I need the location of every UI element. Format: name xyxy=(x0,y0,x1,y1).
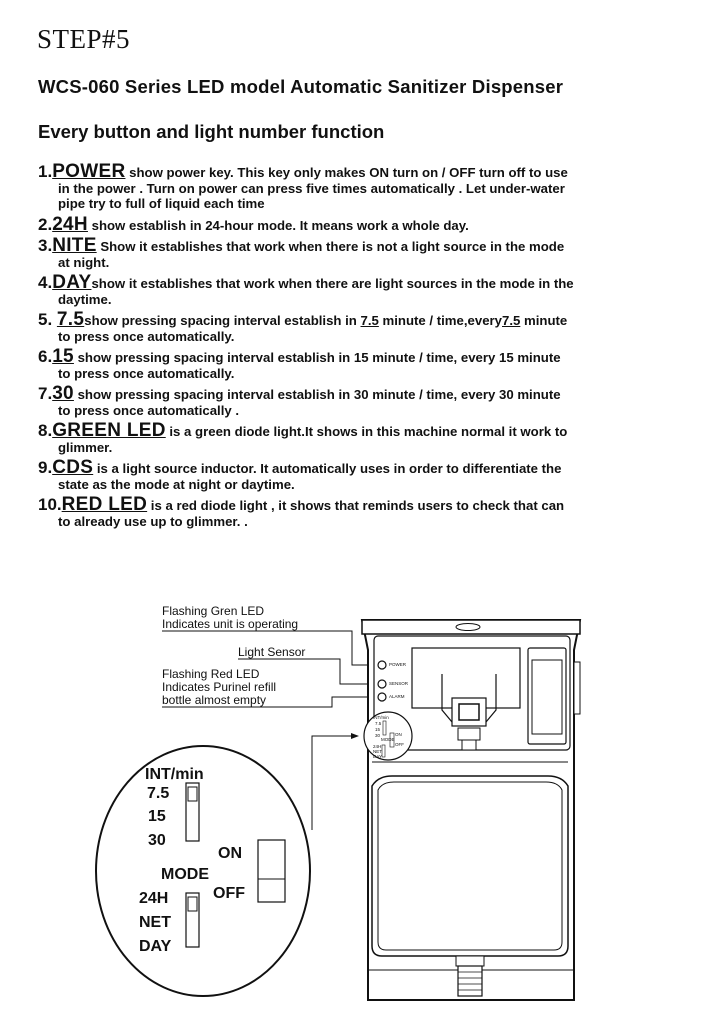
callout-green-led-line2: Indicates unit is operating xyxy=(162,617,299,631)
item-text: show pressing spacing interval establish in 15 minute / time, every 15 minute xyxy=(73,350,561,365)
item-number: 9. xyxy=(38,458,53,477)
item-text: to press once automatically. xyxy=(58,328,235,344)
callout-green-led-line1: Flashing Gren LED xyxy=(162,604,265,618)
mini-net-label: NET xyxy=(373,749,382,754)
item-number: 5. xyxy=(38,310,57,329)
list-item-24h xyxy=(38,213,688,235)
mode-off-label: OFF xyxy=(213,885,245,902)
list-item-power xyxy=(38,161,688,212)
interval-15-label: 15 xyxy=(148,808,166,825)
item-text: show it establishes that work when there are light sources in the mode in the xyxy=(91,276,574,291)
item-text: to press once automatically . xyxy=(58,402,240,418)
item-text: is a green diode light.It shows in this machine normal it work to xyxy=(165,424,568,439)
item-text: minute xyxy=(520,313,568,328)
mode-on-label: ON xyxy=(218,845,242,862)
mini-off-label: OFF xyxy=(395,742,404,747)
list-item-nite xyxy=(38,235,688,270)
item-key: NITE xyxy=(52,235,97,256)
item-key: 30 xyxy=(52,383,74,404)
item-text: glimmer. xyxy=(58,439,113,455)
mini-int-label: INT/min xyxy=(373,715,389,720)
mini-24h-label: 24H xyxy=(373,744,382,749)
item-key: 15 xyxy=(52,346,74,367)
dispenser-unit xyxy=(362,620,580,1000)
panel-label-power: POWER xyxy=(389,662,407,667)
item-text: pipe try to full of liquid each time xyxy=(58,196,265,211)
item-number: 7. xyxy=(38,384,53,403)
item-number: 1. xyxy=(38,162,53,181)
item-number: 2. xyxy=(38,214,53,234)
item-number: 3. xyxy=(38,236,53,255)
mode-net-label: NET xyxy=(139,914,171,931)
mode-24h-label: 24H xyxy=(139,890,169,907)
item-text: show pressing spacing interval establish in 30 minute / time, every 30 minute xyxy=(73,387,561,402)
int-min-label: INT/min xyxy=(145,766,204,783)
item-text: minute / time,every xyxy=(378,313,502,328)
step-heading: STEP#5 xyxy=(37,24,131,54)
list-item-15 xyxy=(38,346,688,381)
interval-switch-knob xyxy=(188,787,197,801)
item-text: at night. xyxy=(58,254,110,270)
callout-light-sensor: Light Sensor xyxy=(238,645,306,659)
list-item-green-led xyxy=(38,420,688,455)
interval-30-label: 30 xyxy=(148,832,166,849)
item-key: DAY xyxy=(52,272,92,293)
item-number: 8. xyxy=(38,421,53,440)
item-number: 4. xyxy=(38,273,53,292)
panel-label-alarm: ALARM xyxy=(389,694,405,699)
mode-switch-knob xyxy=(188,897,197,911)
item-text: is a red diode light , it shows that reminds users to check that can xyxy=(147,498,565,513)
item-text: to already use up to glimmer. . xyxy=(58,513,248,529)
callout-red-led-line1: Flashing Red LED xyxy=(162,667,260,681)
item-text: Show it establishes that work when there is not a light source in the mode xyxy=(96,239,565,254)
mini-day-label: DAY xyxy=(373,754,382,759)
item-text: show power key. This key only makes ON turn on / OFF turn off to use xyxy=(125,165,568,180)
item-number: 6. xyxy=(38,347,53,366)
item-text: show establish in 24-hour mode. It means work a whole day. xyxy=(87,217,469,233)
item-key: POWER xyxy=(52,161,126,182)
mini-mode-label: MODE xyxy=(381,737,395,742)
mode-day-label: DAY xyxy=(139,938,172,955)
interval-7-5-label: 7.5 xyxy=(147,785,170,802)
function-list xyxy=(38,161,688,534)
mini-15-label: 15 xyxy=(375,727,381,732)
item-text: show pressing spacing interval establish in xyxy=(84,313,361,328)
item-text: to press once automatically. xyxy=(58,365,235,381)
item-underlined-value: 7.5 xyxy=(502,313,521,328)
power-switch[interactable] xyxy=(258,840,285,902)
item-text: state as the mode at night or daytime. xyxy=(58,476,295,492)
item-text: daytime. xyxy=(58,291,112,307)
mini-on-label: ON xyxy=(395,732,402,737)
list-item-30 xyxy=(38,383,688,418)
light-sensor-icon xyxy=(378,680,386,688)
list-item-cds xyxy=(38,457,688,492)
item-key: CDS xyxy=(52,457,94,478)
document-subtitle: Every button and light number function xyxy=(38,121,385,142)
dispenser-diagram xyxy=(0,590,722,1024)
list-item-red-led xyxy=(38,494,688,529)
item-number: 10. xyxy=(38,495,62,514)
mode-label: MODE xyxy=(161,866,209,883)
mini-30-label: 30 xyxy=(375,733,381,738)
panel-label-sensor: SENSOR xyxy=(389,681,409,686)
green-led-icon xyxy=(378,661,386,669)
list-item-7-5 xyxy=(38,309,688,344)
document-title: WCS-060 Series LED model Automatic Sanitizer Dispenser xyxy=(38,76,564,97)
item-key: 24H xyxy=(52,213,88,235)
red-led-icon xyxy=(378,693,386,701)
item-key: RED LED xyxy=(61,494,148,515)
list-item-day xyxy=(38,272,688,307)
item-underlined-value: 7.5 xyxy=(360,313,379,328)
callout-red-led-line3: bottle almost empty xyxy=(162,693,267,707)
switch-panel-zoom xyxy=(96,746,310,996)
item-key: 7.5 xyxy=(56,309,85,330)
item-text: is a light source inductor. It automatically uses in order to differentiate the xyxy=(93,461,562,476)
item-text: in the power . Turn on power can press five times automatically . Let under-water xyxy=(58,180,565,196)
item-key: GREEN LED xyxy=(52,420,166,441)
mini-7-5-label: 7.5 xyxy=(375,721,382,726)
callout-red-led-line2: Indicates Purinel refill xyxy=(162,680,277,694)
